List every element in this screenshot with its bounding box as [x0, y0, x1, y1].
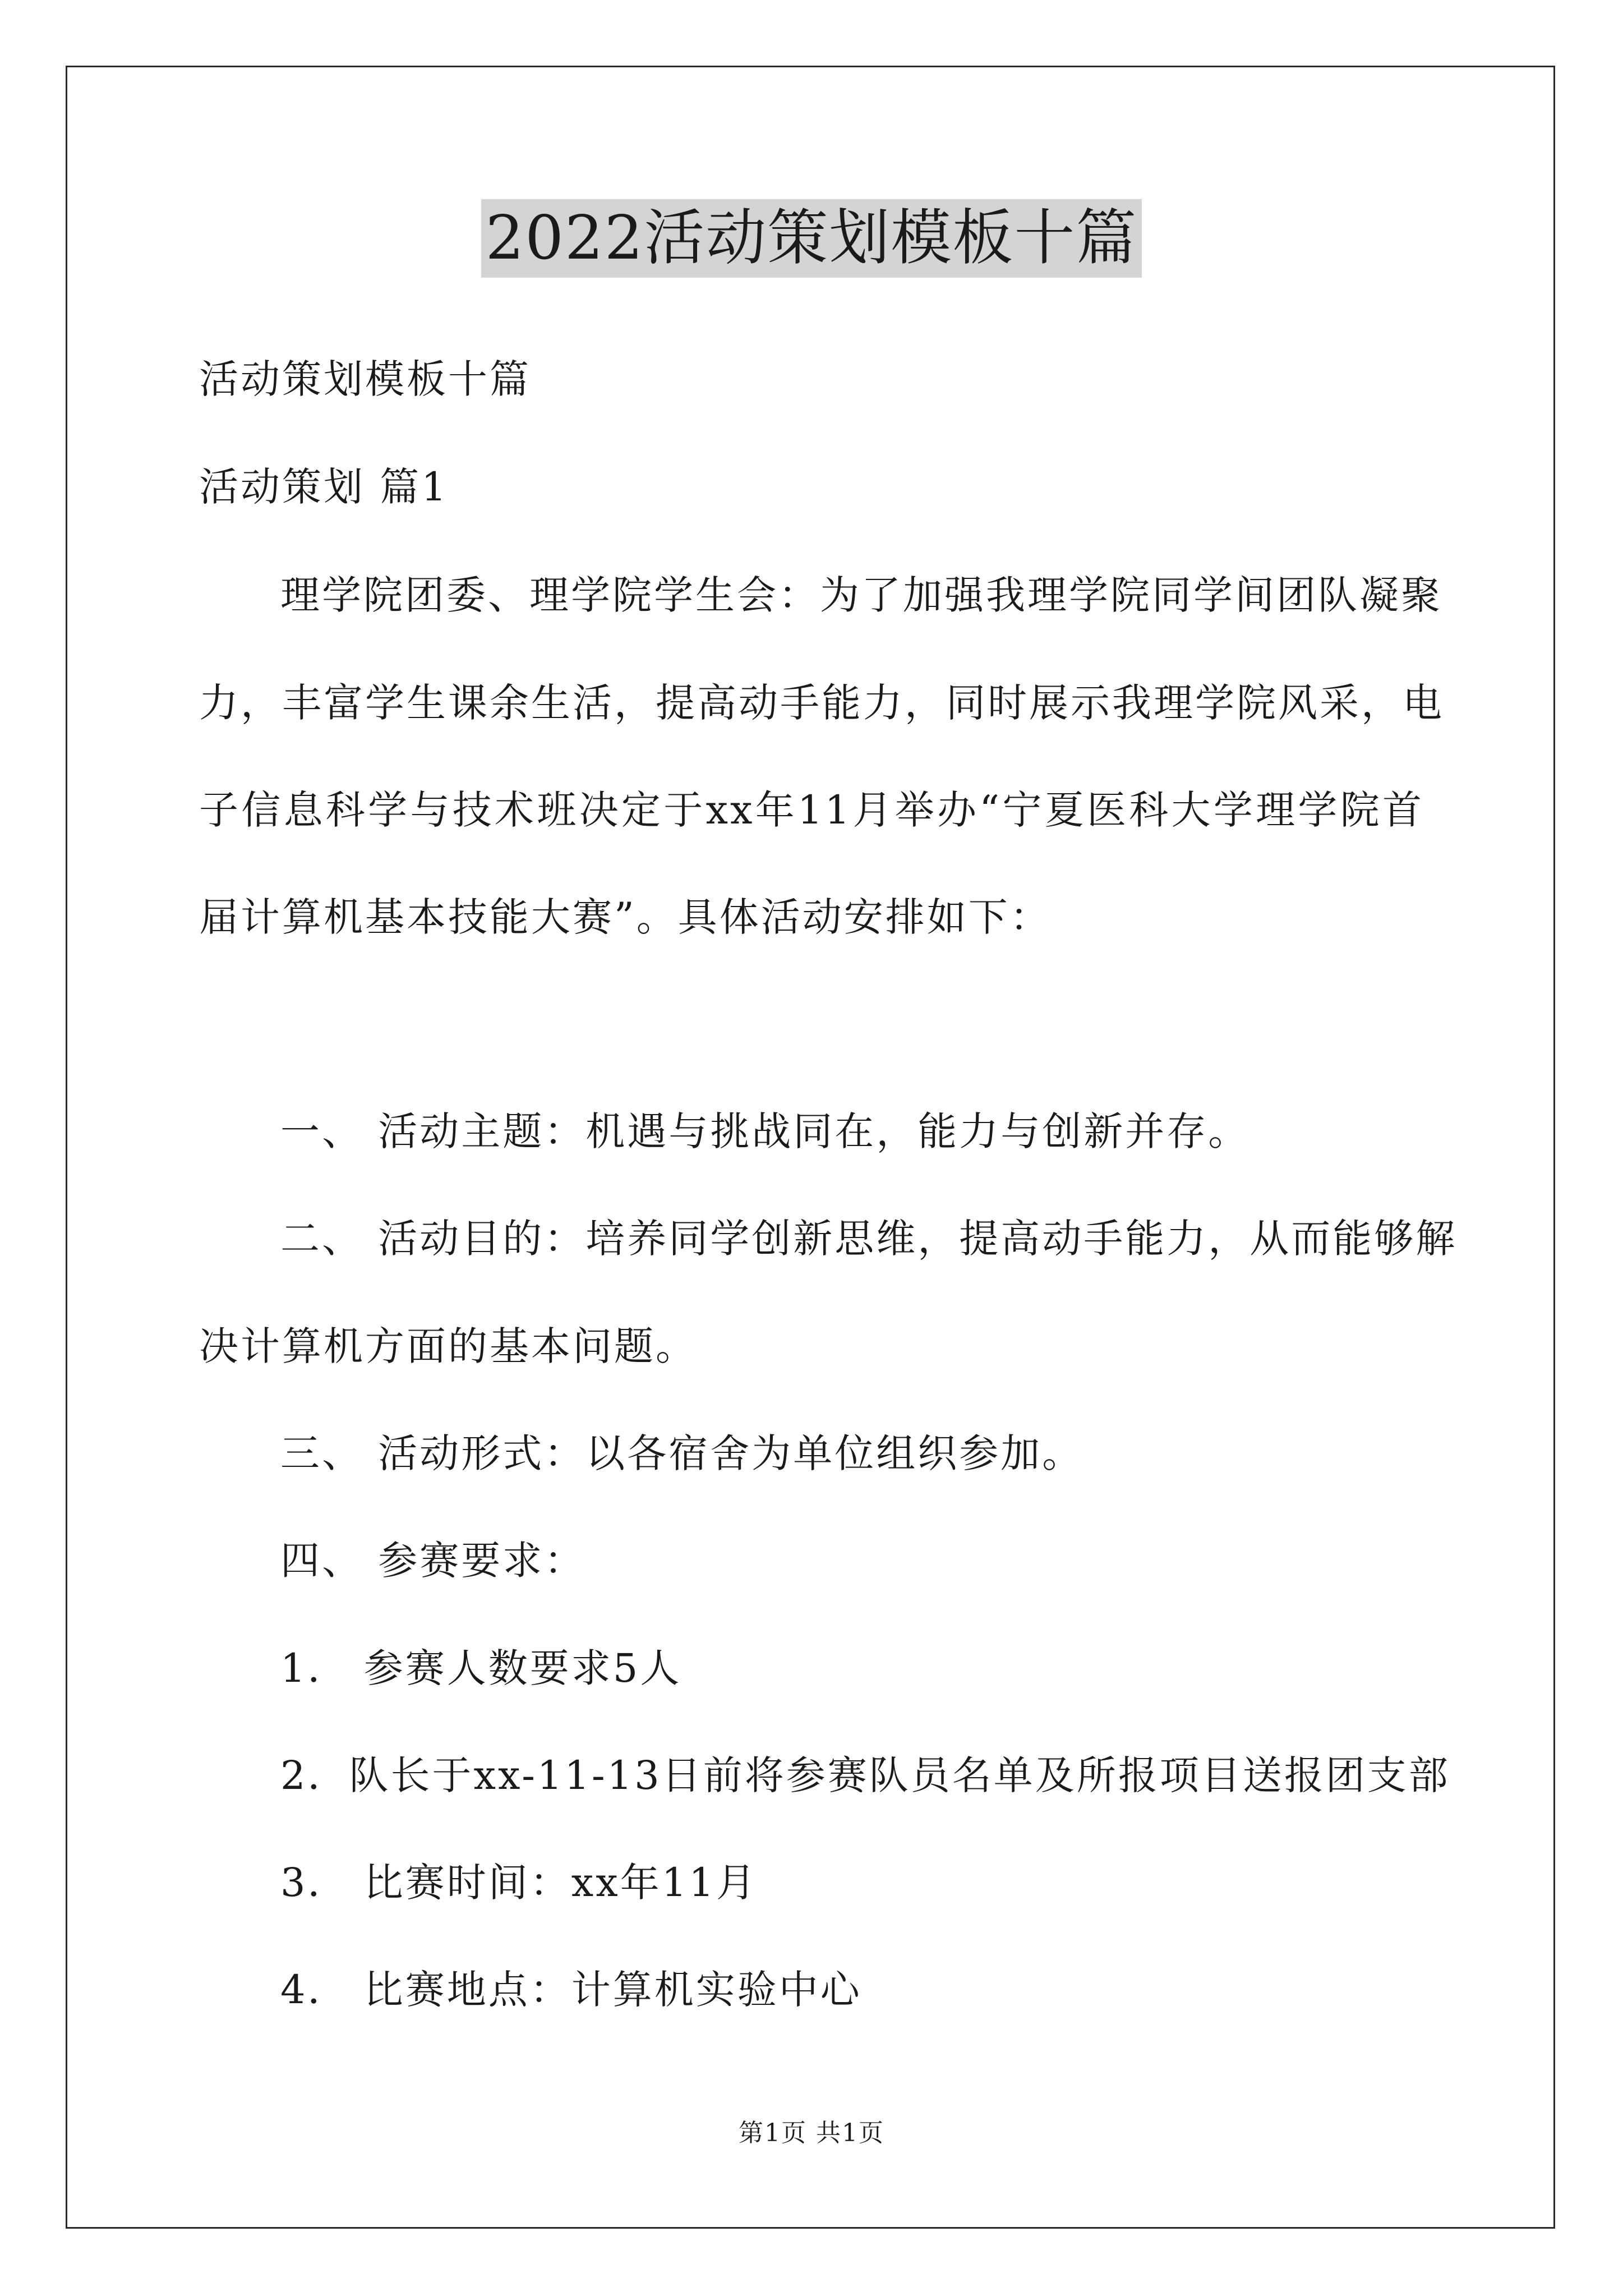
item-requirements: 四、 参赛要求： [280, 1538, 586, 1584]
intro-line-1: 理学院团委、理学院学生会：为了加强我理学院同学间团队凝聚 [280, 572, 1442, 618]
requirement-4: 4． 比赛地点：计算机实验中心 [280, 1967, 862, 2013]
requirement-1: 1． 参赛人数要求5人 [280, 1645, 682, 1691]
requirement-3: 3． 比赛时间：xx年11月 [280, 1860, 758, 1906]
requirement-2: 2．队长于xx-11-13日前将参赛队员名单及所报项目送报团支部 [280, 1752, 1450, 1798]
item-purpose: 二、 活动目的：培养同学创新思维，提高动手能力，从而能够解 [280, 1216, 1458, 1262]
intro-line-4: 届计算机基本技能大赛”。具体活动安排如下： [199, 894, 1052, 940]
intro-line-3: 子信息科学与技术班决定于xx年11月举办“宁夏医科大学理学院首 [199, 787, 1424, 833]
item-purpose-cont: 决计算机方面的基本问题。 [199, 1323, 697, 1369]
subtitle: 活动策划模板十篇 [199, 356, 531, 402]
section-heading: 活动策划 篇1 [199, 464, 449, 510]
page-footer: 第1页 共1页 [739, 2119, 884, 2147]
intro-line-2: 力，丰富学生课余生活，提高动手能力，同时展示我理学院风采，电 [199, 680, 1444, 726]
item-form: 三、 活动形式：以各宿舍为单位组织参加。 [280, 1430, 1084, 1476]
item-theme: 一、 活动主题：机遇与挑战同在，能力与创新并存。 [280, 1108, 1250, 1154]
title-container [0, 199, 1623, 278]
document-title: 2022活动策划模板十篇 [481, 199, 1142, 278]
